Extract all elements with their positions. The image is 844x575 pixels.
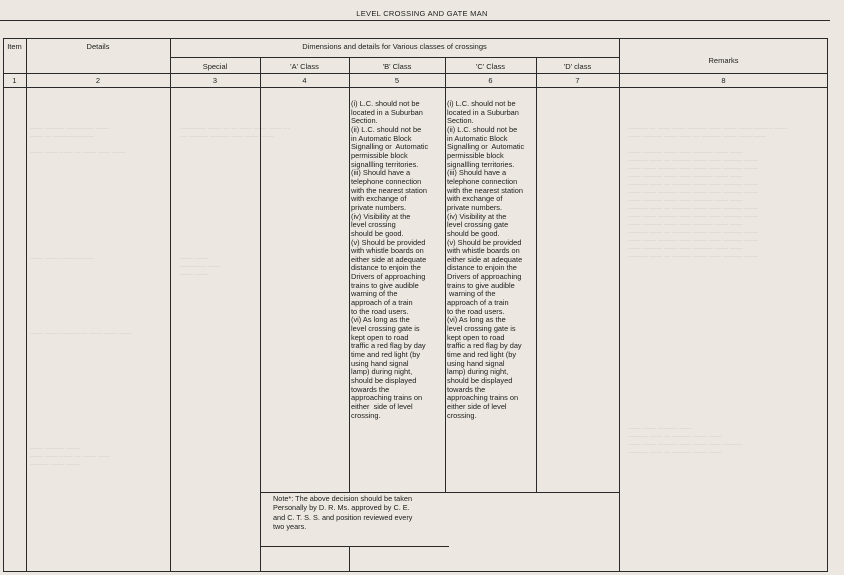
column-number: 1 [12, 76, 17, 85]
header-item: Item [7, 42, 22, 51]
grid-line [349, 546, 350, 572]
column-number: 4 [302, 76, 307, 85]
header-b-class: 'B' Class [382, 62, 412, 71]
grid-line [260, 57, 261, 572]
grid-line [26, 38, 27, 572]
column-number: 7 [575, 76, 580, 85]
header-rule [0, 20, 830, 21]
column-number: 3 [212, 76, 218, 85]
column-number: 8 [721, 76, 726, 85]
grid-line [170, 38, 171, 572]
header-dimensions: Dimensions and details for Various classes of crossings [302, 42, 487, 51]
review-note: Note*: The above decision should be taken Personally by D. R. Ms. approved by C. E. and C. T. S. S. and position reviewed every two years. [273, 494, 413, 531]
header-remarks: Remarks [708, 56, 739, 65]
grid-line [260, 492, 619, 493]
grid-line [3, 73, 828, 74]
grid-line [170, 57, 619, 58]
grid-line [3, 87, 828, 88]
grid-line [260, 546, 449, 547]
grid-line [619, 38, 620, 572]
header-special: Special [202, 62, 228, 71]
header-details: Details [86, 42, 110, 51]
grid-line [445, 57, 446, 492]
column-number: 2 [95, 76, 101, 85]
header-c-class: 'C' Class [475, 62, 506, 71]
grid-line [536, 57, 537, 492]
page-title: LEVEL CROSSING AND GATE MAN [356, 9, 488, 18]
c-class-conditions: (i) L.C. should not be located in a Suburban Section. (ii) L.C. should not be in Automatic Block Signalling or Automatic permissible block signallling territories. (iii) Should have a telephone connection with the nearest station with exchange of private numbers. (iv) Visibility at the level crossing gate should be good. (v) Should be provided with whistle boards on either side at adequate distance to enjoin the Drivers of approaching trains to give audible warning of the approach of a train to the road users. (vi) As long as the level crossing gate is kept open to road traffic a red flag by day time and red light (by using hand signal lamp) during night, should be displayed towards the approaching trains on either side of level crossing. [447, 99, 525, 420]
header-d-class: 'D' class [563, 62, 592, 71]
column-number: 5 [394, 76, 400, 85]
column-number: 6 [488, 76, 493, 85]
grid-line [349, 57, 350, 492]
header-a-class: 'A' Class [290, 62, 319, 71]
b-class-conditions: (i) L.C. should not be located in a Suburban Section. (ii) L.C. should not be in Automatic Block Signalling or Automatic permissible block signallling territories. (iii) Should have a telephone connection with the nearest station with exchange of private numbers. (iv) Visibility at the level crossing should be good. (v) Should be provided with whistle boards on either side at adequate distance to enjoin the Drivers of approaching trains to give audible warning of the approach of a train to the road users. (vi) As long as the level crossing gate is kept open to road traffic a red flag by day time and red light (by using hand signal lamp) during night, should be displayed towards the approaching trains on either side of level crossing. [351, 99, 429, 420]
